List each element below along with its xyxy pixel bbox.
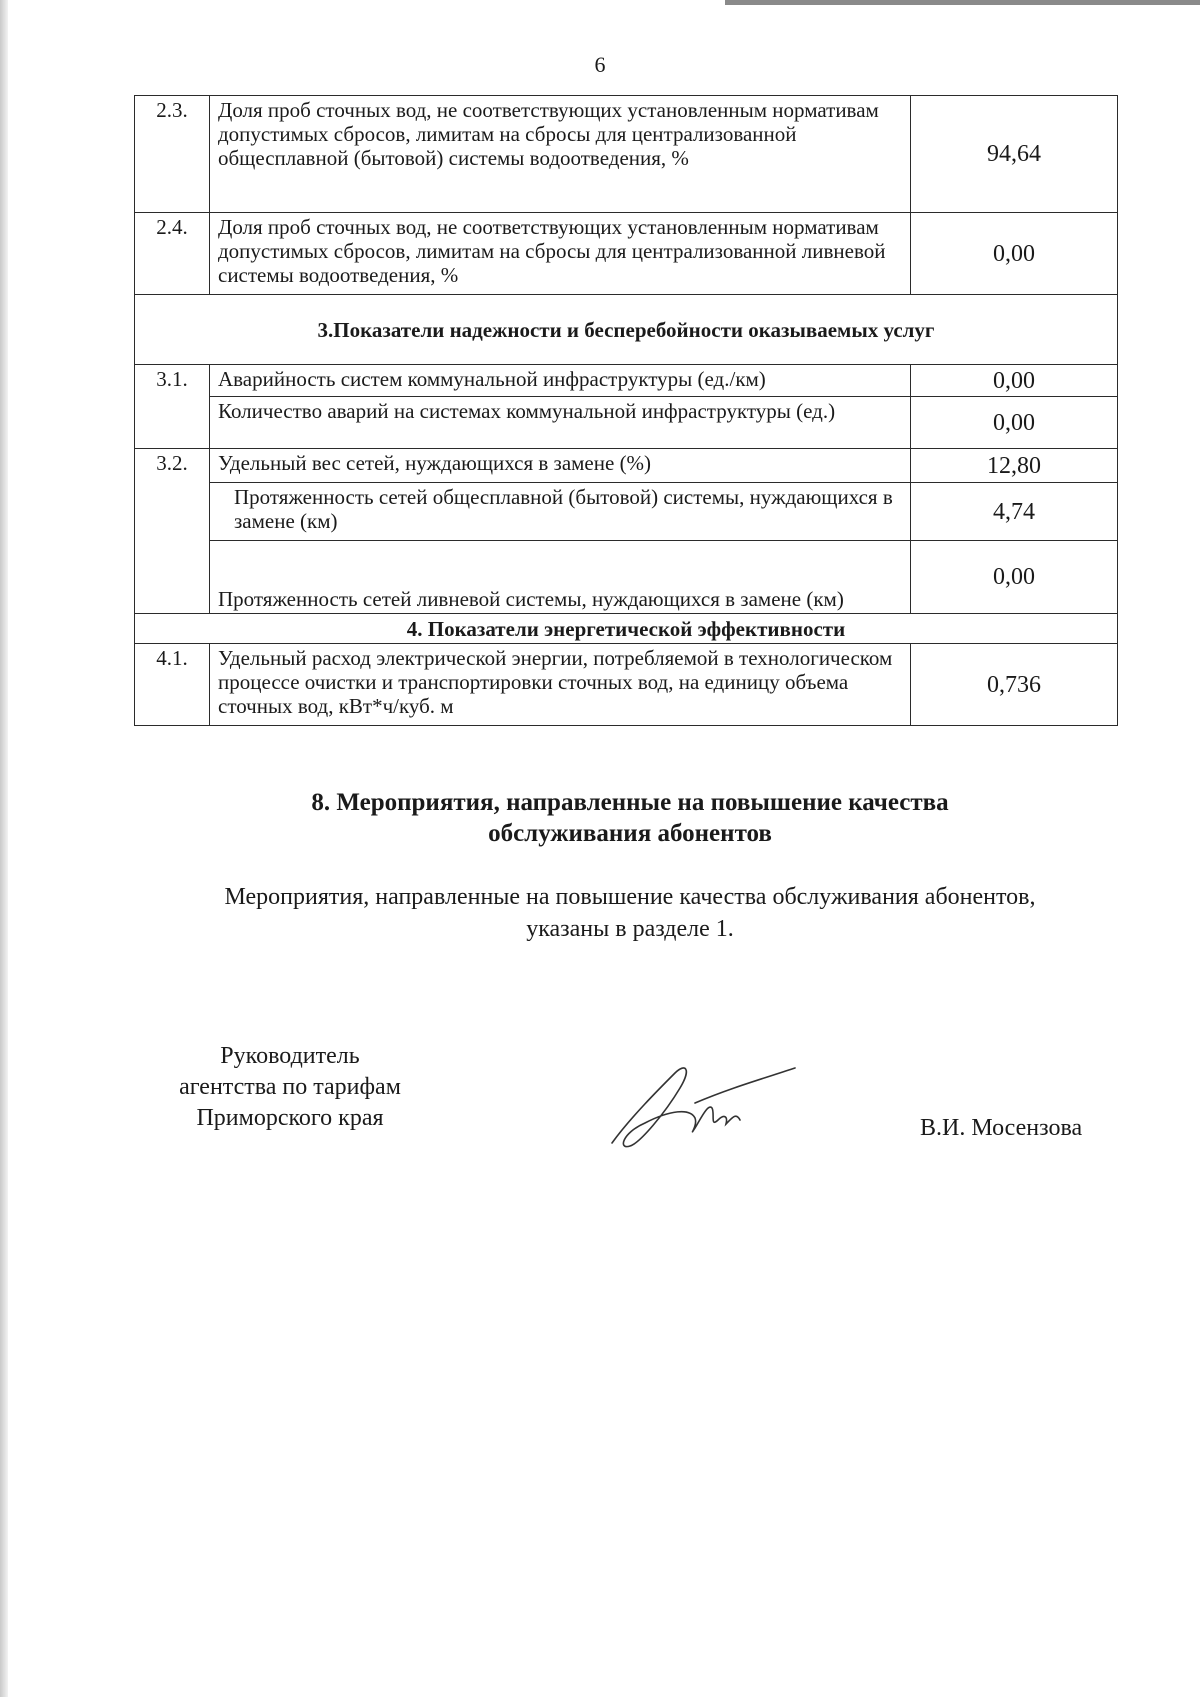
signatory-position-line: Руководитель xyxy=(220,1043,360,1069)
row-value: 12,80 xyxy=(911,449,1118,483)
row-text: Протяженность сетей общесплавной (бытовой) системы, нуждающихся в замене (км) xyxy=(210,483,911,541)
row-value: 0,00 xyxy=(911,541,1118,614)
section-8-heading-line: обслуживания абонентов xyxy=(488,820,772,847)
row-text: Количество аварий на системах коммунальной инфраструктуры (ед.) xyxy=(210,397,911,449)
row-text: Протяженность сетей ливневой системы, нуждающихся в замене (км) xyxy=(210,541,911,614)
signatory-position-line: Приморского края xyxy=(196,1105,384,1131)
table-row xyxy=(135,483,1118,541)
signatory-name: В.И. Мосензова xyxy=(920,1115,1083,1141)
row-number xyxy=(135,541,210,614)
section-8-heading-line: 8. Мероприятия, направленные на повышение качества xyxy=(311,789,949,816)
section-8-paragraph xyxy=(0,881,1200,945)
row-number: 2.4. xyxy=(135,213,210,295)
table-row xyxy=(135,365,1118,397)
row-number xyxy=(135,483,210,541)
row-text: Аварийность систем коммунальной инфраструктуры (ед./км) xyxy=(210,365,911,397)
table-row xyxy=(135,397,1118,449)
row-value: 0,00 xyxy=(911,397,1118,449)
row-number: 3.2. xyxy=(135,449,210,483)
row-number: 4.1. xyxy=(135,644,210,726)
row-number: 3.1. xyxy=(135,365,210,397)
page-number: 6 xyxy=(594,52,606,77)
section-8-paragraph-line: Мероприятия, направленные на повышение качества обслуживания абонентов, xyxy=(224,884,1036,910)
handwritten-signature xyxy=(600,1048,800,1158)
row-text: Доля проб сточных вод, не соответствующих установленным нормативам допустимых сбросов, лимитам на сбросы для централизованной общесплавной (бытовой) системы водоотведения, % xyxy=(210,96,911,213)
row-value: 94,64 xyxy=(911,96,1118,213)
signatory-position-line: агентства по тарифам xyxy=(179,1074,401,1100)
indicators-table xyxy=(134,95,1118,726)
table-section-row xyxy=(135,614,1118,644)
row-number: 2.3. xyxy=(135,96,210,213)
section-heading-reliability: 3.Показатели надежности и бесперебойности оказываемых услуг xyxy=(135,295,1118,365)
section-8-paragraph-line: указаны в разделе 1. xyxy=(526,916,734,942)
row-value: 0,00 xyxy=(911,365,1118,397)
table-row xyxy=(135,541,1118,614)
section-heading-energy: 4. Показатели энергетической эффективности xyxy=(135,614,1118,644)
scan-edge-top xyxy=(725,0,1200,5)
row-text: Доля проб сточных вод, не соответствующих установленным нормативам допустимых сбросов, лимитам на сбросы для централизованной ливневой системы водоотведения, % xyxy=(210,213,911,295)
table-row xyxy=(135,213,1118,295)
signatory-position xyxy=(145,1041,435,1134)
row-text: Удельный расход электрической энергии, потребляемой в технологическом процессе очистки и транспортировки сточных вод, на единицу объема сточных вод, кВт*ч/куб. м xyxy=(210,644,911,726)
row-value: 0,00 xyxy=(911,213,1118,295)
table-row xyxy=(135,96,1118,213)
row-number xyxy=(135,397,210,449)
table-row xyxy=(135,449,1118,483)
table-row xyxy=(135,644,1118,726)
row-text: Удельный вес сетей, нуждающихся в замене (%) xyxy=(210,449,911,483)
section-8-heading xyxy=(0,787,1200,849)
row-value: 4,74 xyxy=(911,483,1118,541)
table-section-row xyxy=(135,295,1118,365)
row-value: 0,736 xyxy=(911,644,1118,726)
